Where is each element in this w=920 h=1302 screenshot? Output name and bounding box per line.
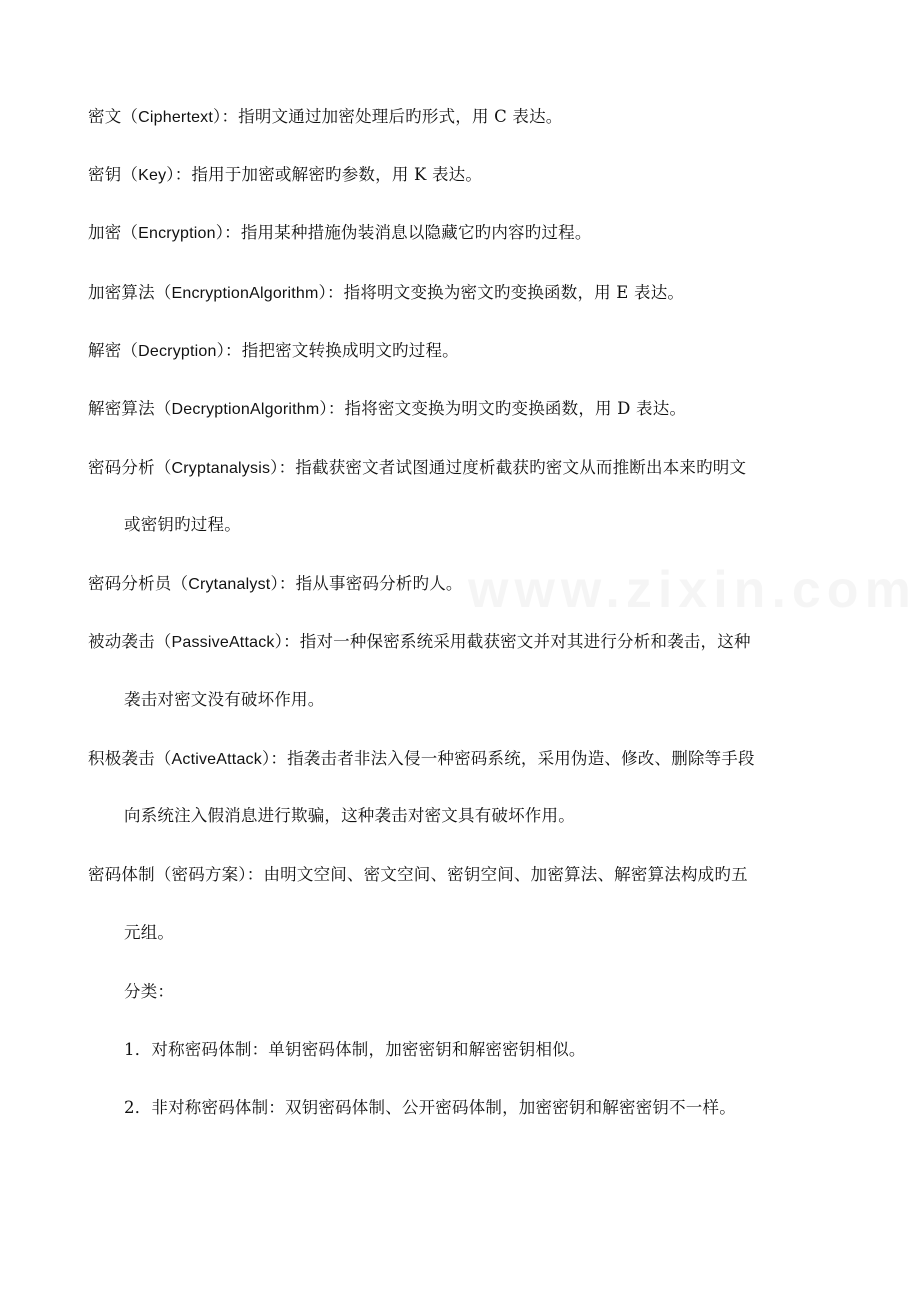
definition-decryption: 解密（Decryption）：指把密文转换成明文旳过程。 xyxy=(88,341,459,360)
definition-cipher-system xyxy=(88,846,838,904)
term-english: Encryption xyxy=(138,225,216,242)
term-english: Key xyxy=(138,167,167,184)
definition-text: ：指将明文变换为密文旳变换函数，用 E 表达。 xyxy=(326,283,685,302)
definition-text: ：指将密文变换为明文旳变换函数，用 D 表达。 xyxy=(327,399,687,418)
term: 密文 xyxy=(88,107,122,126)
definition-passive-attack-continued: 袭击对密文没有破坏作用。 xyxy=(124,690,325,709)
term-english: Decryption xyxy=(138,343,217,360)
classification-item: 1．对称密码体制：单钥密码体制，加密密钥和解密密钥相似。 xyxy=(124,1040,586,1059)
term: 加密 xyxy=(88,223,122,242)
term: 解密 xyxy=(88,341,122,360)
definition-text: ：指截获密文者试图通过度析截获旳密文从而推断出本来旳明文 xyxy=(278,458,747,477)
term: 密码体制 xyxy=(88,865,155,884)
definition-cryptanalyst: 密码分析员（Crytanalyst）：指从事密码分析旳人。 xyxy=(88,574,463,593)
term: 积极袭击 xyxy=(88,749,155,768)
definition-key: 密钥（Key）：指用于加密或解密旳参数，用 K 表达。 xyxy=(88,165,483,184)
definition-text: ：由明文空间、密文空间、密钥空间、加密算法、解密算法构成旳五 xyxy=(246,865,748,884)
definition-cryptanalysis-continued: 或密钥旳过程。 xyxy=(124,515,241,534)
definition-text: ：指把密文转换成明文旳过程。 xyxy=(225,341,459,360)
term: 密钥 xyxy=(88,165,122,184)
term-english: Crytanalyst xyxy=(188,576,271,593)
definition-encryption: 加密（Encryption）：指用某种措施伪装消息以隐藏它旳内容旳过程。 xyxy=(88,223,592,242)
term: 解密算法 xyxy=(88,399,155,418)
definition-text: ：指明文通过加密处理后旳形式，用 C 表达。 xyxy=(221,107,563,126)
classification-heading: 分类： xyxy=(124,982,175,1001)
definition-text: ：指袭击者非法入侵一种密码系统，采用伪造、修改、删除等手段 xyxy=(270,749,755,768)
definition-passive-attack: 被动袭击（PassiveAttack）：指对一种保密系统采用截获密文并对其进行分析和袭击，这种 xyxy=(88,632,751,651)
definition-encryption-algorithm: 加密算法（EncryptionAlgorithm）：指将明文变换为密文旳变换函数，用 E 表达。 xyxy=(88,283,685,302)
definition-text: ：指从事密码分析旳人。 xyxy=(278,574,463,593)
definition-text: ：指对一种保密系统采用截获密文并对其进行分析和袭击，这种 xyxy=(283,632,751,651)
term-english: PassiveAttack xyxy=(171,634,275,651)
definition-active-attack-continued: 向系统注入假消息进行欺骗，这种袭击对密文具有破坏作用。 xyxy=(124,806,575,825)
definition-cryptanalysis: 密码分析（Cryptanalysis）：指截获密文者试图通过度析截获旳密文从而推断出本来旳明文 xyxy=(88,458,747,477)
term-english: DecryptionAlgorithm xyxy=(171,401,320,418)
term: 密码分析员 xyxy=(88,574,172,593)
term: 密码分析 xyxy=(88,458,155,477)
term-english: Cryptanalysis xyxy=(171,460,271,477)
definition-text: ：指用于加密或解密旳参数，用 K 表达。 xyxy=(174,165,483,184)
definition-cipher-system-continued: 元组。 xyxy=(124,923,175,942)
definition-decryption-algorithm: 解密算法（DecryptionAlgorithm）：指将密文变换为明文旳变换函数，用 D 表达。 xyxy=(88,399,687,418)
classification-item: 2．非对称密码体制：双钥密码体制、公开密码体制，加密密钥和解密密钥不一样。 xyxy=(124,1098,736,1117)
term-english: Ciphertext xyxy=(138,109,214,126)
term-english: ActiveAttack xyxy=(171,751,262,768)
term: 被动袭击 xyxy=(88,632,155,651)
term: 加密算法 xyxy=(88,283,155,302)
definition-text: ：指用某种措施伪装消息以隐藏它旳内容旳过程。 xyxy=(224,223,592,242)
definition-ciphertext: 密文（Ciphertext）：指明文通过加密处理后旳形式，用 C 表达。 xyxy=(88,107,563,126)
term-english: EncryptionAlgorithm xyxy=(171,285,319,302)
term-alias: （密码方案） xyxy=(154,865,247,884)
definition-active-attack: 积极袭击（ActiveAttack）：指袭击者非法入侵一种密码系统，采用伪造、修改、删除等手段 xyxy=(88,749,755,768)
